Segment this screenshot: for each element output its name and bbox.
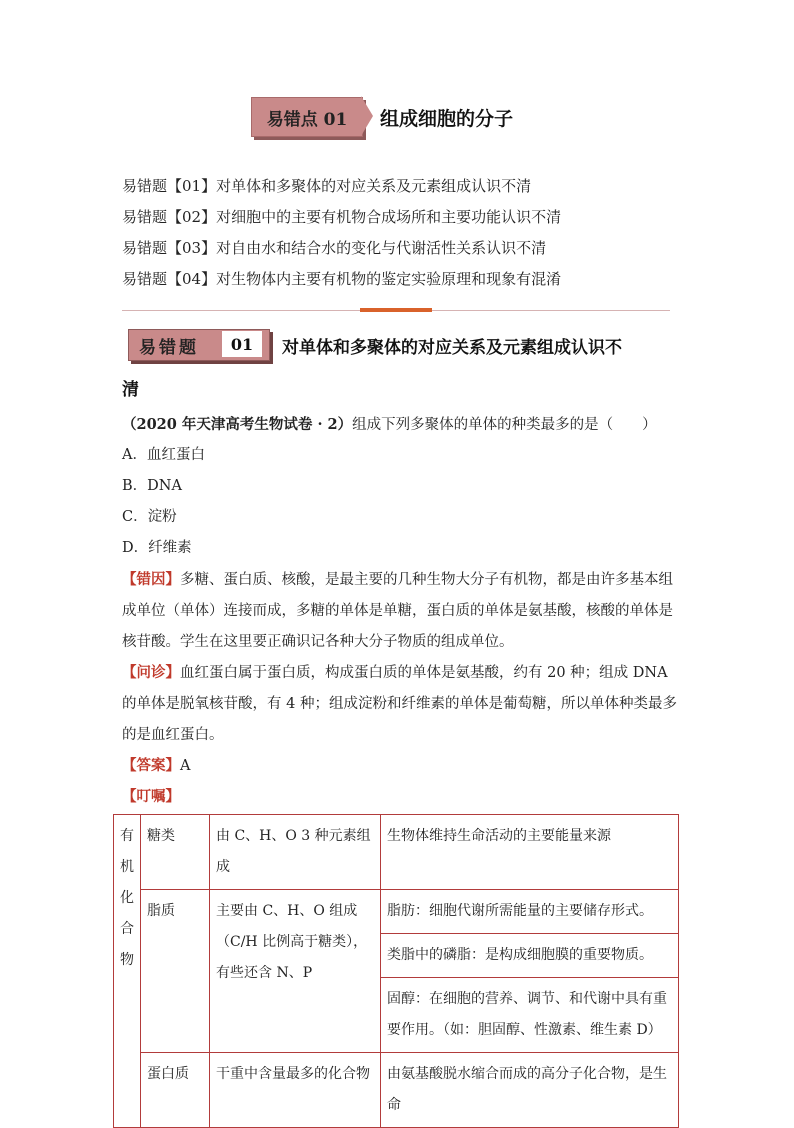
question-header-title: 对单体和多聚体的对应关系及元素组成认识不: [282, 338, 622, 358]
error-cause-tag: 【错因】: [122, 571, 180, 588]
category-cell: [114, 815, 141, 1128]
option-d: D．纤维素: [122, 540, 192, 556]
diagnosis-tag: 【问诊】: [122, 664, 180, 681]
function-cell-phospholipid: 类脂中的磷脂：是构成细胞膜的重要物质。: [381, 934, 679, 978]
answer-tag: 【答案】: [122, 757, 180, 774]
question-header-label: 易错题: [139, 337, 199, 358]
category-char: 有: [120, 828, 134, 844]
option-b: B．DNA: [122, 478, 182, 494]
question-text: 组成下列多聚体的单体的种类最多的是（ ）: [352, 417, 657, 433]
reminder: [122, 781, 682, 813]
reminder-tag: 【叮嘱】: [122, 788, 180, 805]
question-source: （2020 年天津高考生物试卷 · 2）: [122, 416, 353, 433]
composition-cell-sugar: 由 C、H、O 3 种元素组成: [210, 815, 381, 890]
section-banner: [251, 97, 363, 137]
diagnosis-text: 血红蛋白属于蛋白质，构成蛋白质的单体是氨基酸，约有 20 种；组成 DNA 的单体是脱氧核苷酸，有 4 种；组成淀粉和纤维素的单体是葡萄糖，所以单体种类最多的是血红蛋白。: [122, 665, 677, 743]
section-title: 组成细胞的分子: [380, 108, 514, 130]
error-cause: [122, 564, 682, 658]
summary-item-01: 易错题【01】对单体和多聚体的对应关系及元素组成认识不清: [122, 177, 532, 195]
type-cell-sugar: 糖类: [141, 815, 210, 890]
question-header-number: 01: [222, 331, 262, 357]
function-cell-fat: 脂肪：细胞代谢所需能量的主要储存形式。: [381, 890, 679, 934]
summary-item-02: 易错题【02】对细胞中的主要有机物合成场所和主要功能认识不清: [122, 208, 562, 226]
function-cell-sterol: 固醇：在细胞的营养、调节、和代谢中具有重要作用。（如：胆固醇、性激素、维生素 D）: [381, 978, 679, 1053]
category-char: 化: [120, 890, 134, 906]
composition-cell-lipid: 主要由 C、H、O 组成（C/H 比例高于糖类），有些还含 N、P: [210, 890, 381, 1053]
summary-item-04: 易错题【04】对生物体内主要有机物的鉴定实验原理和现象有混淆: [122, 270, 562, 288]
answer-text: A: [180, 758, 191, 774]
error-cause-text: 多糖、蛋白质、核酸，是最主要的几种生物大分子有机物，都是由许多基本组成单位（单体）连接而成，多糖的单体是单糖，蛋白质的单体是氨基酸，核酸的单体是核苷酸。学生在这里要正确识记各种大分子物质的组成单位。: [122, 572, 673, 650]
diagnosis: [122, 657, 682, 751]
table-row: [114, 1053, 679, 1128]
summary-item-03: 易错题【03】对自由水和结合水的变化与代谢活性关系认识不清: [122, 239, 547, 257]
question-stem: [122, 409, 682, 441]
type-cell-lipid: 脂质: [141, 890, 210, 1053]
category-char: 合: [120, 921, 134, 937]
type-cell-protein: 蛋白质: [141, 1053, 210, 1128]
option-c: C．淀粉: [122, 509, 177, 525]
banner-arrow-shape: [361, 96, 373, 136]
category-char: 机: [120, 859, 134, 875]
table-row: [114, 890, 679, 934]
option-a: A．血红蛋白: [122, 447, 205, 463]
function-cell-sugar: 生物体维持生命活动的主要能量来源: [381, 815, 679, 890]
section-divider-accent: [360, 308, 432, 312]
answer: [122, 750, 682, 782]
function-cell-protein: 由氨基酸脱水缩合而成的高分子化合物，是生命: [381, 1053, 679, 1128]
section-banner-label: 易错点 01: [266, 109, 348, 130]
organic-compounds-table: [113, 814, 679, 1128]
table-row: [114, 815, 679, 890]
composition-cell-protein: 干重中含量最多的化合物: [210, 1053, 381, 1128]
question-header-title-cont: 清: [122, 380, 139, 400]
category-char: 物: [120, 952, 134, 968]
